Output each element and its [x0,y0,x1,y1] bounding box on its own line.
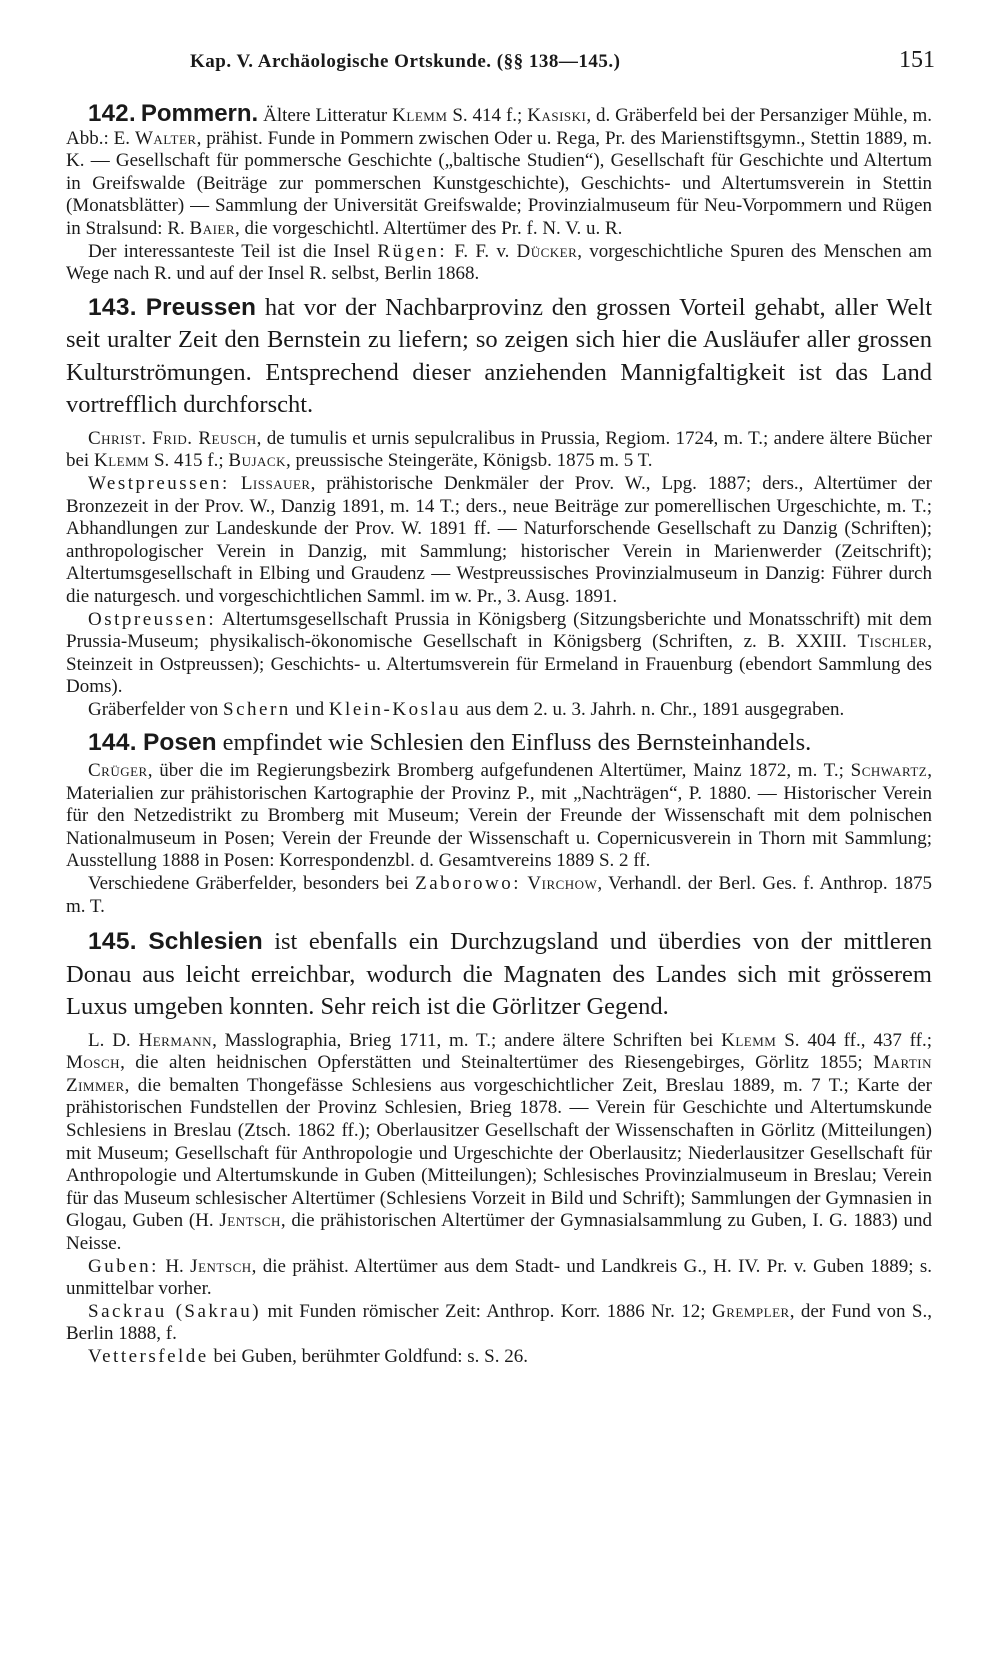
text: , de tumulis et urnis sepulcralibus in Prussia, Regiom. 1724, m. T.; andere ältere Bücher bei [66,427,932,472]
text: , die bemalten Thongefässe Schlesiens aus vorgeschichtlicher Zeit, Breslau 1889, m. 7 T.; Karte der prähistorischen Fundstellen der Provinz Schlesien, Brieg 1878. — Verein für Geschichte und Altertumskunde Schlesiens in Breslau (Ztsch. 1862 ff.); Oberlausitzer Gesellschaft der Wissenschaften in Görlitz (Mitteilungen) mit Museum; Gesellschaft für Anthropologie und Urgeschichte der Oberlausitz; Niederlausitzer Gesellschaft für Anthropologie und Altertumskunde in Guben (Mitteilungen); Schlesisches Provinzialmuseum in Breslau; Verein für das Museum schlesischer Altertümer (Schlesiens Vorzeit in Bild und Schrift); Sammlungen der Gymnasien in Glogau, Guben (H. [66,1074,932,1232]
text: bei Guben, berühmter Goldfund: s. S. 26. [208,1345,528,1367]
place-name: Vettersfelde [88,1345,209,1367]
text: F. F. v. [447,240,517,262]
page-body [66,100,933,1369]
section-143-ostpreussen [66,609,932,699]
section-144-intro [66,727,932,760]
text: , d. Gräberfeld bei der Persanziger Mühle, m. Abb.: E. [66,105,933,149]
text: aus dem 2. u. 3. Jahrh. n. Chr., 1891 ausgegraben. [461,698,845,720]
section-142-paragraph [66,100,933,241]
section-145-sackrau [66,1301,932,1346]
section-heading: Schlesien [148,928,263,956]
place-name: Schern [223,698,291,720]
text [230,473,241,494]
author: Klemm [721,1029,777,1051]
text: hat vor der Nachbarprovinz den grossen Vorteil gehabt, aller Welt seit uralter Zeit den Bernstein zu liefern; so zeigen sich hier die Ausläufer aller grossen Kulturströmungen. Entsprechend dieser anziehenden Mannigfaltigkeit ist das Land vortrefflich durchforscht. [66,293,932,419]
text: , Masslographia, Brieg 1711, m. T.; andere ältere Schriften bei [212,1029,722,1051]
text: , preussische Steingeräte, Königsb. 1875 m. 5 T. [285,450,653,472]
text: , vorgeschichtliche Spuren des Menschen am Wege nach R. und auf der Insel R. selbst, Berlin 1868. [66,240,933,285]
section-number: 144. [88,729,137,757]
author: Hermann [138,1029,213,1051]
text: , die alten heidnischen Opferstätten und Steinaltertümer des Riesengebirges, Görlitz 1855; [120,1052,874,1074]
author: Kasiski [527,105,587,126]
author: Bujack [228,450,286,472]
text: Der interessanteste Teil ist die Insel [88,240,378,262]
text: S. 404 ff., 437 ff.; [776,1029,933,1051]
author: Schwartz [850,759,928,781]
section-145-vettersfelde [66,1346,932,1369]
text: Altertumsgesellschaft Prussia in Königsberg (Sitzungsberichte und Monatsschrift) mit dem Prussia-Museum; physikalisch-ökonomische Gesellschaft in Königsberg (Schriften, z. B. XXIII. [66,608,932,653]
section-142-rugen-paragraph [66,241,932,286]
author: Tischler [857,631,928,653]
text: , die prähistorischen Altertümer der Gymnasialsammlung zu Guben, I. G. 1883) und Neisse. [66,1210,932,1254]
section-number: 143. [88,293,137,321]
text: Verschiedene Gräberfelder, besonders bei [88,872,416,894]
section-heading: Pommern. [140,100,259,127]
author: Klemm [93,450,150,472]
page-header [190,47,935,83]
text: , die vorgeschichtl. Altertümer des Pr. f. N. V. u. R. [235,217,623,239]
place-name: Zaborowo: [415,872,521,894]
text: , prähistorische Denkmäler der Prov. W., Lpg. 1887; ders., Altertümer der Bronzezeit in der Prov. W., Danzig 1891, m. 14 T.; ders., neue Beiträge zur pomerellischen Urgeschichte, m. T.; Abhandlungen zur Landeskunde der Prov. W. 1891 ff. — Naturforschende Gesellschaft zu Danzig (Schriften); anthropologischer Verein in Danzig, mit Sammlung; historischer Verein in Marienwerder (Zeitschrift); Altertumsgesellschaft in Elbing und Graudenz — Westpreussisches Provinzialmuseum in Danzig: Führer durch die naturgesch. und vorgeschichtlichen Samml. im w. Pr., 3. Ausg. 1891. [66,472,933,607]
section-number: 145. [88,928,137,956]
text: Ältere Litteratur [258,105,393,126]
author: Jentsch [219,1210,281,1232]
author: Grempler [712,1300,790,1322]
author: Christ. Frid. Reusch [88,427,257,449]
section-143-literature [66,428,932,473]
author: Lissauer [240,472,311,494]
author: Martin Zimmer [66,1052,932,1096]
text: mit Funden römischer Zeit: Anthrop. Korr. 1886 Nr. 12; [261,1300,712,1322]
text: , Verhandl. der Berl. Ges. f. Anthrop. 1875 m. T. [66,872,933,917]
place-name: Klein-Koslau [328,698,462,720]
place-name: Westpreussen: [88,472,230,494]
text: , prähist. Funde in Pommern zwischen Oder u. Rega, Pr. des Marienstiftsgymn., Stettin 1889, m. K. — Gesellschaft für pommersche Geschichte („baltische Studien“), Gesellschaft für Geschichte und Altertum in Greifswalde (Beiträge zur pommerschen Kunstgeschichte), Geschichts- und Altertumsverein in Stettin (Monatsblätter) — Sammlung der Universität Greifswalde; Provinzialmuseum für Neu-Vorpommern und Rügen in Stralsund: R. [66,127,932,239]
place-name: Rügen: [377,240,448,262]
text: L. D. [88,1029,139,1051]
author: Crüger [88,759,148,781]
text: S. 415 f.; [149,450,229,472]
place-name: Ostpreussen: [88,608,217,630]
section-143-westpreussen [66,473,932,609]
text: , die prähist. Altertümer aus dem Stadt- und Landkreis G., H. IV. Pr. v. Guben 1889; s. unmittelbar vorher. [66,1255,932,1300]
place-name: Guben: [88,1255,159,1277]
text: Gräberfelder von [88,698,224,720]
author: Klemm [392,105,448,126]
section-heading: Posen [143,729,217,757]
section-144-graeberfelder [66,873,932,918]
section-144-literature [66,760,932,873]
section-145-guben [66,1256,932,1301]
author: Dücker [516,240,578,262]
author: Walter [134,127,197,149]
section-number: 142. [88,100,136,127]
text: , über die im Regierungsbezirk Bromberg aufgefundenen Altertümer, Mainz 1872, m. T.; [147,759,851,781]
running-head: Kap. V. Archäologische Ortskunde. (§§ 138—145.) [190,51,621,72]
text: , Steinzeit in Ostpreussen); Geschichts- u. Altertumsverein für Ermeland in Frauenburg (ebendort Sammlung des Doms). [66,631,932,698]
author: Baier [189,217,236,239]
text: S. 414 f.; [447,105,528,126]
text: empfindet wie Schlesien den Einfluss des Bernsteinhandels. [216,729,812,757]
text: , der Fund von S., Berlin 1888, f. [66,1300,932,1345]
page-number: 151 [899,47,935,73]
text: , Materialien zur prähistorischen Kartographie der Provinz P., mit „Nachträgen“, P. 1880. — Historischer Verein für den Netzedistrikt zu Bromberg mit Museum; Verein der Freunde der Wissenschaft mit dem polnischen Nationalmuseum in Posen; Verein der Freunde der Wissenschaft u. Copernicusverein in Thorn mit Sammlung; Ausstellung 1888 in Posen: Korrespondenzbl. d. Gesamtvereins 1889 S. 2 ff. [66,759,932,872]
section-145-literature [66,1030,932,1256]
author: Mosch [66,1052,121,1074]
author: Virchow [527,872,598,894]
section-145-intro [66,926,932,1024]
text: und [290,698,329,720]
text: H. [158,1255,191,1277]
text: ist ebenfalls ein Durchzugsland und überdies von der mittleren Donau aus leicht erreichbar, wodurch die Magnaten des Landes sich mit grösserem Luxus umgeben konnten. Sehr reich ist die Görlitzer Gegend. [66,928,932,1021]
author: Jentsch [190,1255,252,1277]
section-143-intro [66,292,932,422]
section-heading: Preussen [145,293,257,321]
place-name: Sackrau (Sakrau) [88,1300,262,1322]
section-143-graeberfelder [66,699,932,722]
